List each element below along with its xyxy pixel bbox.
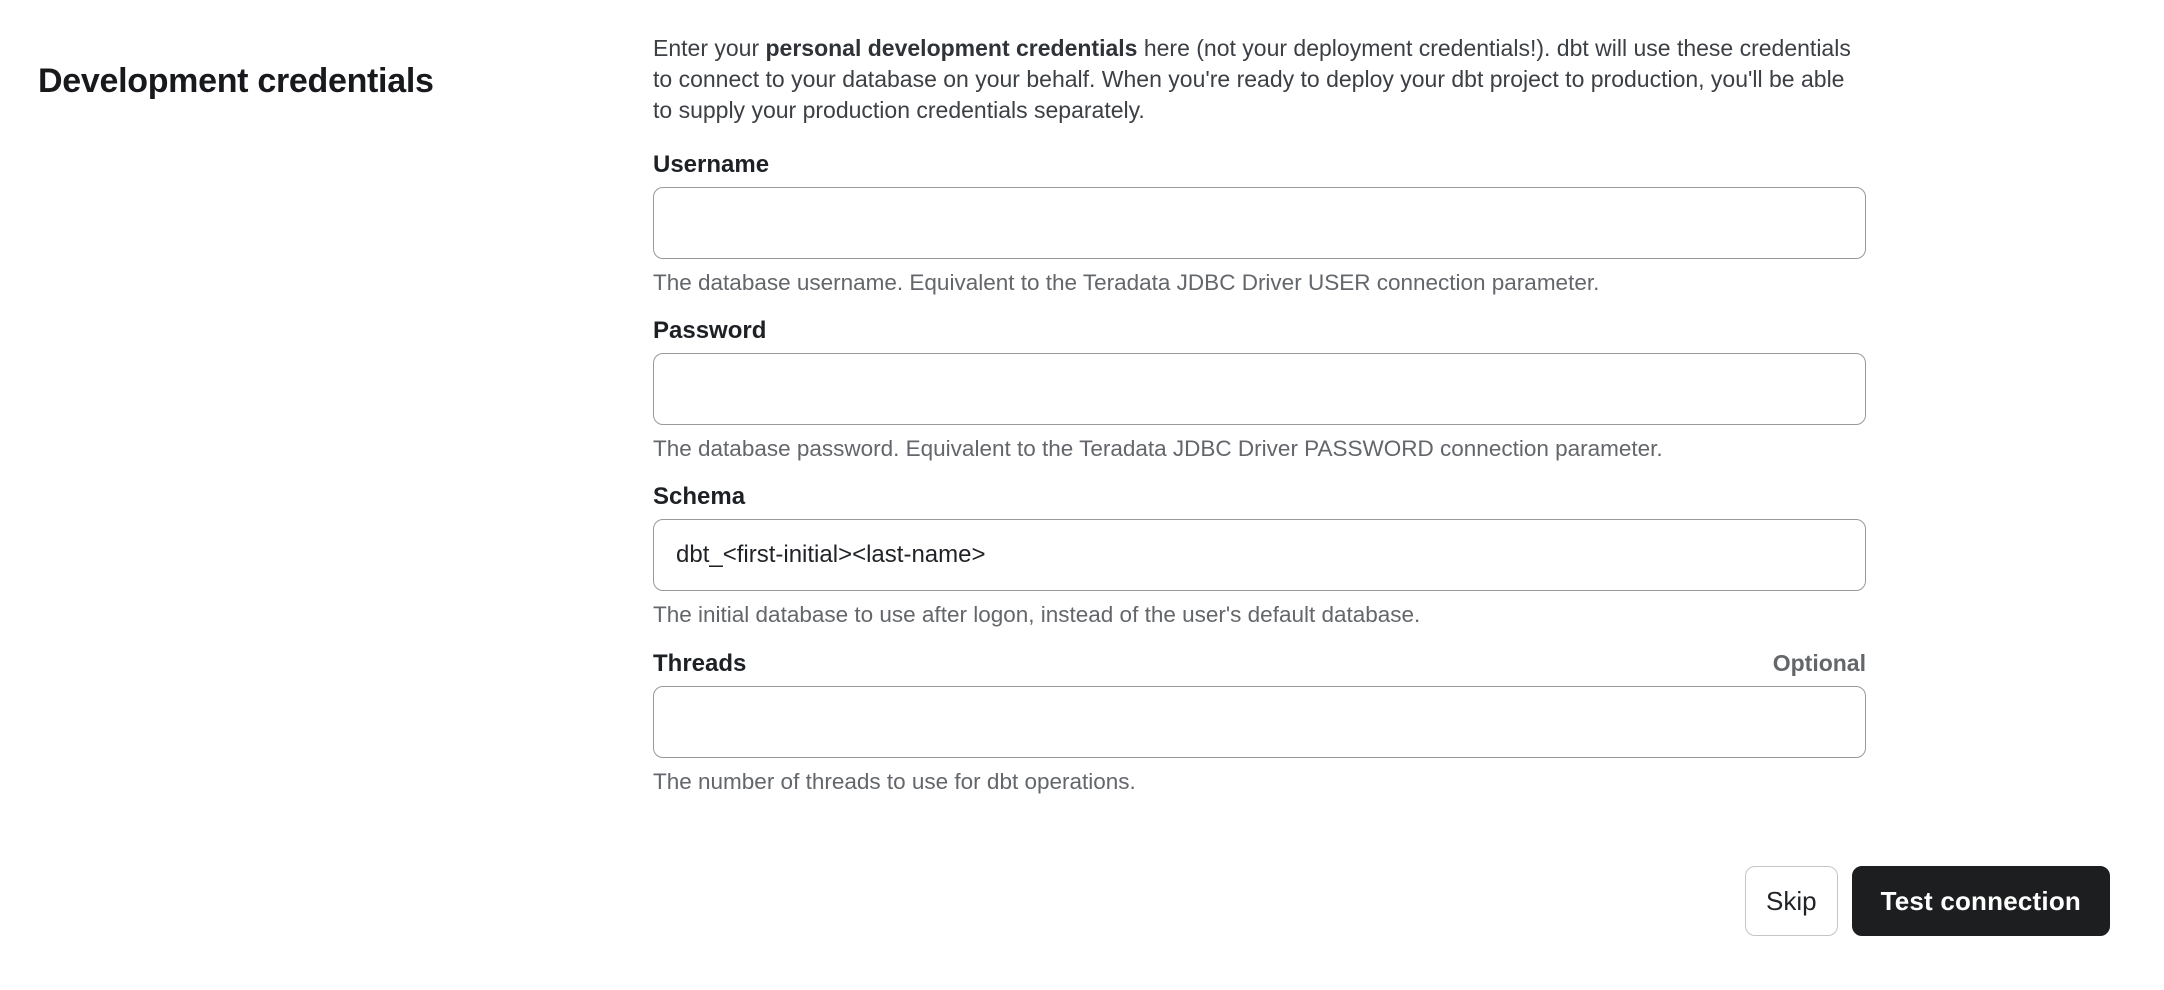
schema-help: The initial database to use after logon, instead of the user's default database. [653, 602, 1421, 627]
username-label: Username [653, 151, 770, 178]
schema-input[interactable] [653, 519, 1866, 591]
username-help: The database username. Equivalent to the Teradata JDBC Driver USER connection parameter. [653, 270, 1600, 295]
schema-label: Schema [653, 483, 746, 510]
skip-button[interactable]: Skip [1745, 866, 1838, 936]
intro-text [653, 33, 1866, 126]
threads-help: The number of threads to use for dbt operations. [653, 769, 1136, 794]
password-help: The database password. Equivalent to the Teradata JDBC Driver PASSWORD connection parameter. [653, 436, 1663, 461]
field-username [653, 152, 1866, 296]
password-field-head [653, 318, 1866, 344]
intro-text-bold: personal development credentials [765, 35, 1138, 61]
field-threads [653, 650, 1866, 795]
password-input[interactable] [653, 353, 1866, 425]
threads-label: Threads [653, 650, 747, 677]
password-label: Password [653, 317, 767, 344]
page-title: Development credentials [38, 61, 434, 100]
intro-text-pre: Enter your [653, 35, 766, 61]
threads-input[interactable] [653, 686, 1866, 758]
username-input[interactable] [653, 187, 1866, 259]
credentials-form [653, 33, 1866, 817]
threads-optional-badge: Optional [1772, 650, 1866, 676]
threads-field-head [653, 650, 1866, 677]
field-password [653, 318, 1866, 462]
schema-field-head [653, 484, 1866, 510]
field-schema [653, 484, 1866, 628]
intro-text-post: here (not your deployment credentials!). dbt will use these credentials to connect to your database on your behalf. When you're ready to deploy your dbt project to production, you'll be able to supply your production credentials separately. [653, 35, 1851, 123]
form-actions [1745, 866, 2110, 936]
username-field-head [653, 152, 1866, 178]
test-connection-button[interactable]: Test connection [1852, 866, 2110, 936]
